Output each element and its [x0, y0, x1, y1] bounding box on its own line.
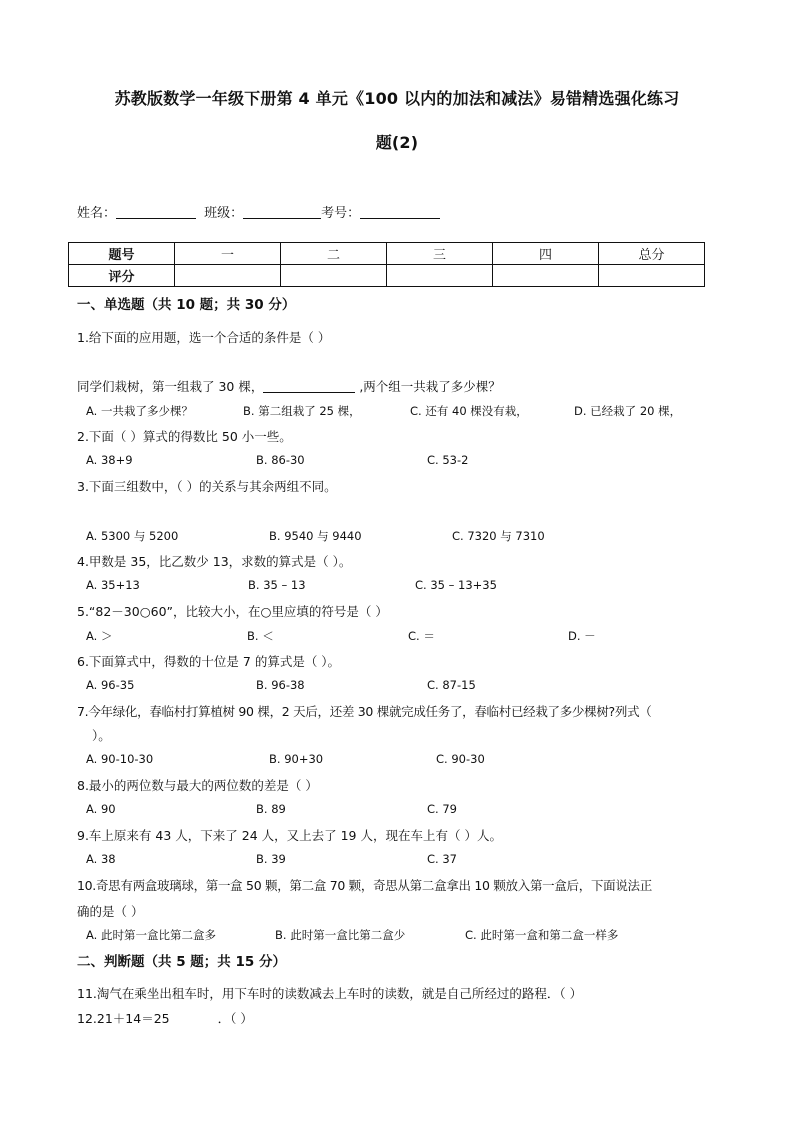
question-1-subtext	[77, 377, 501, 395]
question-5-option-b[interactable]: B. ＜	[247, 629, 274, 643]
question-9-stem: 9.车上原来有 43 人，下来了 24 人，又上去了 19 人，现在车上有（ ）人。	[77, 828, 502, 843]
question-12-equation: 12.21＋14＝25	[77, 1011, 170, 1026]
question-1-option-b[interactable]: B. 第二组栽了 25 棵，	[243, 404, 361, 418]
title-line-2: 题(2)	[375, 133, 419, 152]
question-2-option-b[interactable]: B. 86-30	[256, 453, 305, 467]
score-table-cell: 二	[281, 243, 387, 265]
question-6-option-a[interactable]: A. 96-35	[86, 678, 135, 692]
question-6-option-b[interactable]: B. 96-38	[256, 678, 305, 692]
question-8-option-a[interactable]: A. 90	[86, 802, 116, 816]
question-10-option-c[interactable]: C. 此时第一盒和第二盒一样多	[465, 928, 619, 942]
question-12-answer-paren[interactable]: ．（ ）	[217, 1011, 253, 1026]
question-7-option-c[interactable]: C. 90-30	[436, 752, 485, 766]
class-label: 班级：	[204, 206, 244, 221]
score-table-cell: 题号	[69, 243, 175, 265]
question-1-subtext-b: ,两个组一共栽了多少棵？	[355, 379, 501, 394]
question-9-option-a[interactable]: A. 38	[86, 852, 116, 866]
name-label: 姓名：	[77, 206, 117, 221]
class-field[interactable]	[243, 206, 321, 219]
question-11-stem: 11.淘气在乘坐出租车时，用下车时的读数减去上车时的读数，就是自己所经过的路程．（ ）	[77, 986, 583, 1001]
exam-number-field[interactable]	[360, 206, 440, 219]
question-4-option-a[interactable]: A. 35+13	[86, 578, 140, 592]
score-table-cell: 三	[387, 243, 493, 265]
title-line-1: 苏教版数学一年级下册第 4 单元《100 以内的加法和减法》易错精选强化练习	[114, 89, 680, 108]
question-3-stem: 3.下面三组数中，（ ）的关系与其余两组不同。	[77, 479, 337, 494]
question-7-stem: 7.今年绿化，春临村打算植树 90 棵，2 天后，还差 30 棵就完成任务了，春临村已经栽了多少棵树?列式（	[77, 704, 652, 719]
exam-label: 考号：	[321, 206, 361, 221]
question-3-option-c[interactable]: C. 7320 与 7310	[452, 529, 545, 543]
score-table-header-row	[69, 243, 705, 265]
question-6-option-c[interactable]: C. 87-15	[427, 678, 476, 692]
score-table-cell: 四	[493, 243, 599, 265]
question-2-option-c[interactable]: C. 53-2	[427, 453, 469, 467]
name-field[interactable]	[116, 206, 196, 219]
score-input-cell[interactable]	[387, 265, 493, 287]
section-heading-true-false: 二、判断题（共 5 题；共 15 分）	[77, 954, 286, 970]
question-1-option-a[interactable]: A. 一共栽了多少棵？	[86, 404, 193, 418]
question-8-stem: 8.最小的两位数与最大的两位数的差是（ ）	[77, 778, 318, 793]
question-5-option-d[interactable]: D. －	[568, 629, 596, 643]
question-4-stem: 4.甲数是 35，比乙数少 13，求数的算式是（ ）。	[77, 554, 352, 569]
question-3-option-a[interactable]: A. 5300 与 5200	[86, 529, 179, 543]
section-heading-single-choice: 一、单选题（共 10 题；共 30 分）	[77, 297, 296, 313]
question-10-option-b[interactable]: B. 此时第一盒比第二盒少	[275, 928, 406, 942]
question-9-option-c[interactable]: C. 37	[427, 852, 457, 866]
question-9-option-b[interactable]: B. 39	[256, 852, 286, 866]
score-table-cell: 评分	[69, 265, 175, 287]
score-table-score-row	[69, 265, 705, 287]
question-7-option-a[interactable]: A. 90-10-30	[86, 752, 154, 766]
question-1-blank	[263, 380, 355, 393]
question-6-stem: 6.下面算式中，得数的十位是 7 的算式是（ ）。	[77, 654, 341, 669]
question-3-option-b[interactable]: B. 9540 与 9440	[269, 529, 362, 543]
score-input-cell[interactable]	[281, 265, 387, 287]
question-4-option-b[interactable]: B. 35 – 13	[248, 578, 306, 592]
score-table	[68, 242, 705, 287]
score-input-cell[interactable]	[175, 265, 281, 287]
student-info	[77, 202, 440, 221]
question-4-option-c[interactable]: C. 35 – 13+35	[415, 578, 497, 592]
question-7-option-b[interactable]: B. 90+30	[269, 752, 324, 766]
question-1-subtext-a: 同学们栽树，第一组栽了 30 棵，	[77, 379, 264, 394]
question-12-stem	[77, 1009, 253, 1027]
question-2-stem: 2.下面（ ）算式的得数比 50 小一些。	[77, 429, 292, 444]
question-8-option-b[interactable]: B. 89	[256, 802, 286, 816]
question-1-stem: 1.给下面的应用题，选一个合适的条件是（ ）	[77, 330, 331, 345]
score-input-cell[interactable]	[599, 265, 705, 287]
question-10-stem: 10.奇思有两盒玻璃球，第一盒 50 颗，第二盒 70 颗，奇思从第二盒拿出 10 颗放入第一盒后，下面说法正	[77, 878, 652, 893]
question-10-option-a[interactable]: A. 此时第一盒比第二盒多	[86, 928, 216, 942]
question-5-option-c[interactable]: C. ＝	[408, 629, 435, 643]
question-2-option-a[interactable]: A. 38+9	[86, 453, 133, 467]
score-table-cell: 一	[175, 243, 281, 265]
question-7-stem-cont: ）。	[92, 728, 111, 743]
score-input-cell[interactable]	[493, 265, 599, 287]
score-table-cell: 总分	[599, 243, 705, 265]
question-1-option-c[interactable]: C. 还有 40 棵没有栽，	[410, 404, 528, 418]
question-5-stem: 5.“82－30○60”，比较大小，在○里应填的符号是（ ）	[77, 604, 388, 619]
question-1-option-d[interactable]: D. 已经栽了 20 棵，	[574, 404, 682, 418]
question-10-stem-cont: 确的是（ ）	[77, 904, 144, 919]
question-5-option-a[interactable]: A. ＞	[86, 629, 113, 643]
question-8-option-c[interactable]: C. 79	[427, 802, 457, 816]
